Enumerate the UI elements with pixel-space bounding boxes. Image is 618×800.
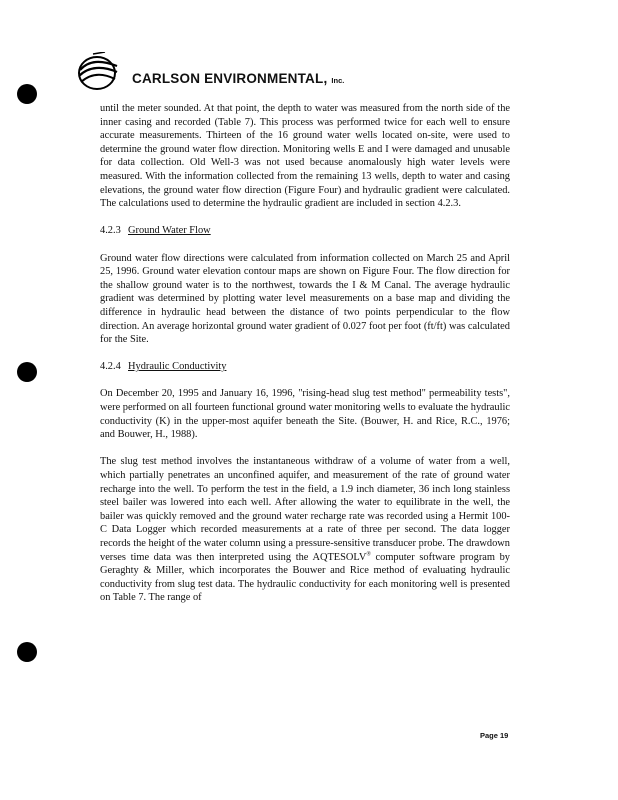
section-title: Ground Water Flow bbox=[128, 225, 211, 237]
slug-method-text-a: The slug test method involves the instantaneous withdraw of a volume of water from a well, which partially penetrates an unconfined aquifer, and measurement of the rate of ground water recharge into the well. To perform the test in the field, a 1.9 inch diameter, 36 inch long stainless steel bailer was lowered into each well. After allowing the water to equilibrate in the well, the bailer was quickly removed and the ground water recharge rate was recorded using a Hermit 100-C Data Logger which recorded measurements at a rate of three per second. The data logger records the height of the water column using a pressure-sensitive transducer probe. The drawdown verses time data was then interpreted using the AQTESOLV bbox=[100, 456, 510, 563]
body-text bbox=[100, 102, 510, 605]
punch-hole-top bbox=[17, 84, 37, 104]
section-number: 4.2.4 bbox=[100, 361, 121, 373]
paragraph-slug-test-method bbox=[100, 455, 510, 605]
registered-mark: ® bbox=[366, 551, 371, 558]
paragraph-depth-to-water: until the meter sounded. At that point, the depth to water was measured from the north side of the inner casing and recorded (Table 7). This process was performed twice for each well to ensure accurate measurements. Thirteen of the 16 ground water wells located on-site, were used to determine the ground water flow direction. Monitoring wells E and I were damaged and unusable for data collection. Old Well-3 was not used because anomalously high water levels were measured. With the information collected from the remaining 13 wells, depth to water and casing elevations, the ground water flow direction (Figure Four) and hydraulic gradient were calculated. The calculations used to determine the hydraulic gradient are included in section 4.2.3. bbox=[100, 103, 510, 210]
company-logo-icon bbox=[75, 52, 121, 92]
section-heading-4-2-3 bbox=[100, 224, 510, 238]
slug-method-text-b: computer software program by Geraghty & Miller, which incorporates the Bouwer and Rice method of evaluating hydraulic conductivity from slug test data. The hydraulic conductivity for each monitoring well is presented on Table 7. The range of bbox=[100, 551, 510, 604]
company-suffix: Inc. bbox=[331, 76, 345, 85]
paragraph-slug-tests: On December 20, 1995 and January 16, 1996, "rising-head slug test method" permeability tests", were performed on all fourteen functional ground water monitoring wells to evaluate the hydraulic conductivity (K) in the upper-most aquifer beneath the Site. (Bouwer, H. and Rice, R.C., 1976; and Bouwer, H., 1988). bbox=[100, 388, 510, 441]
punch-hole-middle bbox=[17, 362, 37, 382]
page-number: Page 19 bbox=[480, 731, 509, 740]
section-title: Hydraulic Conductivity bbox=[128, 361, 227, 373]
punch-hole-bottom bbox=[17, 642, 37, 662]
paragraph-ground-water-flow: Ground water flow directions were calculated from information collected on March 25 and April 25, 1996. Ground water elevation contour maps are shown on Figure Four. The flow direction for the shallow ground water is to the northwest, towards the I & M Canal. The average hydraulic gradient was determined by plotting water level measurements on a base map and dividing the difference in hydraulic head between the distance of two points perpendicular to the flow direction. An average horizontal ground water gradient of 0.027 foot per foot (ft/ft) was calculated for the Site. bbox=[100, 252, 510, 346]
letterhead bbox=[75, 52, 495, 92]
section-number: 4.2.3 bbox=[100, 225, 121, 237]
section-heading-4-2-4 bbox=[100, 360, 510, 374]
company-name-text: CARLSON ENVIRONMENTAL, bbox=[132, 71, 328, 86]
company-name bbox=[132, 71, 344, 86]
